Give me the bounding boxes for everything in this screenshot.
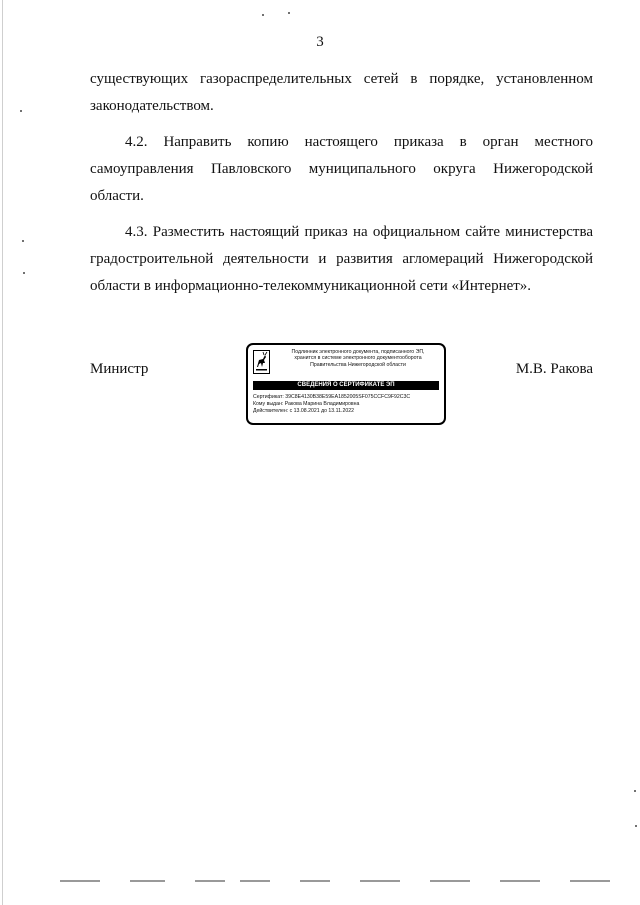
document-body <box>90 66 593 309</box>
validity-label: Действителен: <box>253 408 289 414</box>
coat-of-arms-icon <box>253 350 270 374</box>
scan-speck <box>635 825 637 827</box>
stamp-details <box>253 394 441 415</box>
stamp-cert-row <box>253 394 441 401</box>
page-edge-line <box>2 0 3 905</box>
scan-speck <box>288 12 290 14</box>
scan-speck <box>23 272 25 274</box>
scan-speck <box>634 790 636 792</box>
paragraph-continuation: существующих газораспределительных сетей в порядке, установленном законодательством. <box>90 71 593 114</box>
stamp-validity-row <box>253 408 441 415</box>
signatory-name: М.В. Ракова <box>515 361 593 377</box>
owner-value: Ракова Марина Владимировна <box>284 401 360 407</box>
stamp-title-bar: СВЕДЕНИЯ О СЕРТИФИКАТЕ ЭП <box>253 381 439 390</box>
stamp-header-line: Подлинник электронного документа, подписанного ЭП, <box>291 349 425 355</box>
signatory-position: Министр <box>90 361 149 377</box>
stamp-header <box>274 349 442 368</box>
stamp-owner-row <box>253 401 441 408</box>
stamp-header-line: хранится в системе электронного документооборота <box>294 355 422 362</box>
scan-speck <box>262 14 264 16</box>
page-number: 3 <box>316 34 324 50</box>
scan-speck <box>22 240 24 242</box>
paragraph-4-2: 4.2. Направить копию настоящего приказа в орган местного самоуправления Павловского муниципального округа Нижегородской области. <box>90 134 593 204</box>
owner-label: Кому выдан: <box>253 401 284 407</box>
cert-value: 39C8E4130B38E59EA1852005SF075CCFC9F92C3C <box>285 394 411 400</box>
validity-value: с 13.08.2021 до 13.11.2022 <box>289 408 354 414</box>
deer-emblem-icon <box>254 351 269 373</box>
cert-label: Сертификат: <box>253 394 284 400</box>
scan-speck <box>20 110 22 112</box>
electronic-signature-stamp <box>246 343 446 425</box>
stamp-header-line: Правительства Нижегородской области <box>310 361 406 368</box>
paragraph-4-3: 4.3. Разместить настоящий приказ на официальном сайте министерства градостроительной деятельности и развития агломераций Нижегородской области в информационно-телекоммуникационной сети «Интернет». <box>90 224 593 294</box>
bottom-scan-marks <box>0 878 640 884</box>
